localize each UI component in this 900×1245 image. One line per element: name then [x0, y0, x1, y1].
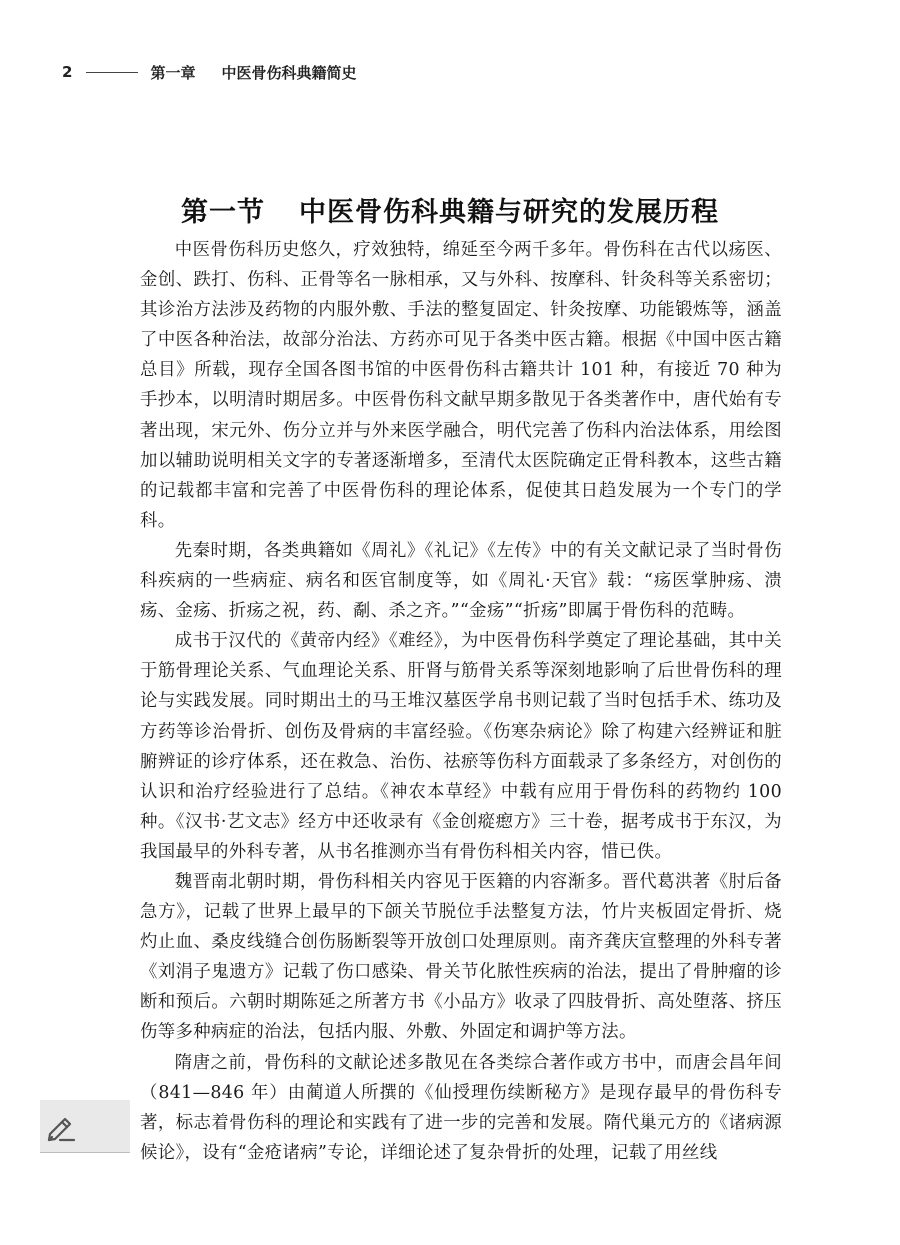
paragraph: 中医骨伤科历史悠久，疗效独特，绵延至今两千多年。骨伤科在古代以疡医、金创、跌打、伤科、正骨等名一脉相承，又与外科、按摩科、针灸科等关系密切；其诊治方法涉及药物的内服外敷、手法的整复固定、针灸按摩、功能锻炼等，涵盖了中医各种治法，故部分治法、方药亦可见于各类中医古籍。根据《中国中医古籍总目》所载，现存全国各图书馆的中医骨伤科古籍共计 101 种，有接近 70 种为手抄本，以明清时期居多。中医骨伤科文献早期多散见于各类著作中，唐代始有专著出现，宋元外、伤分立并与外来医学融合，明代完善了伤科内治法体系，用绘图加以辅助说明相关文字的专著逐渐增多，至清代太医院确定正骨科教本，这些古籍的记载都丰富和完善了中医骨伤科的理论体系，促使其日趋发展为一个专门的学科。	[140, 240, 782, 531]
section-heading: 中医骨伤科典籍与研究的发展历程	[299, 197, 719, 229]
section-title	[0, 190, 900, 229]
page-number: 2	[62, 63, 73, 81]
chapter-title: 中医骨伤科典籍简史	[221, 63, 357, 82]
margin-note-box	[40, 1100, 130, 1153]
paragraph: 成书于汉代的《黄帝内经》《难经》，为中医骨伤科学奠定了理论基础，其中关于筋骨理论关系、气血理论关系、肝肾与筋骨关系等深刻地影响了后世骨伤科的理论与实践发展。同时期出土的马王堆汉墓医学帛书则记载了当时包括手术、练功及方药等诊治骨折、创伤及骨病的丰富经验。《伤寒杂病论》除了构建六经辨证和脏腑辨证的诊疗体系，还在救急、治伤、祛瘀等伤科方面载录了多条经方，对创伤的认识和治疗经验进行了总结。《神农本草经》中载有应用于骨伤科的药物约 100 种。《汉书·艺文志》经方中还收录有《金创瘲瘛方》三十卷，据考成书于东汉，为我国最早的外科专著，从书名推测亦当有骨伤科相关内容，惜已佚。	[140, 631, 782, 862]
header-rule	[86, 72, 138, 73]
pencil-icon	[44, 1112, 78, 1142]
paragraph: 魏晋南北朝时期，骨伤科相关内容见于医籍的内容渐多。晋代葛洪著《肘后备急方》，记载了世界上最早的下颌关节脱位手法整复方法，竹片夹板固定骨折、烧灼止血、桑皮线缝合创伤肠断裂等开放创口处理原则。南齐龚庆宣整理的外科专著《刘涓子鬼遗方》记载了伤口感染、骨关节化脓性疾病的治法，提出了骨肿瘤的诊断和预后。六朝时期陈延之所著方书《小品方》收录了四肢骨折、高处堕落、挤压伤等多种病症的治法，包括内服、外敷、外固定和调护等方法。	[140, 871, 782, 1043]
paragraph: 隋唐之前，骨伤科的文献论述多散见在各类综合著作或方书中，而唐会昌年间（841—846 年）由蔺道人所撰的《仙授理伤续断秘方》是现存最早的骨伤科专著，标志着骨伤科的理论和实践有了进一步的完善和发展。隋代巢元方的《诸病源候论》，设有“金疮诸病”专论，详细论述了复杂骨折的处理，记载了用丝线	[140, 1052, 782, 1163]
body-text	[140, 235, 782, 1168]
section-number: 第一节	[181, 197, 265, 229]
running-head	[62, 60, 356, 84]
chapter-label: 第一章	[150, 63, 196, 82]
paragraph: 先秦时期，各类典籍如《周礼》《礼记》《左传》中的有关文献记录了当时骨伤科疾病的一些病症、病名和医官制度等，如《周礼·天官》载：“疡医掌肿疡、溃疡、金疡、折疡之祝，药、劀、杀之齐。”“金疡”“折疡”即属于骨伤科的范畴。	[140, 540, 782, 622]
